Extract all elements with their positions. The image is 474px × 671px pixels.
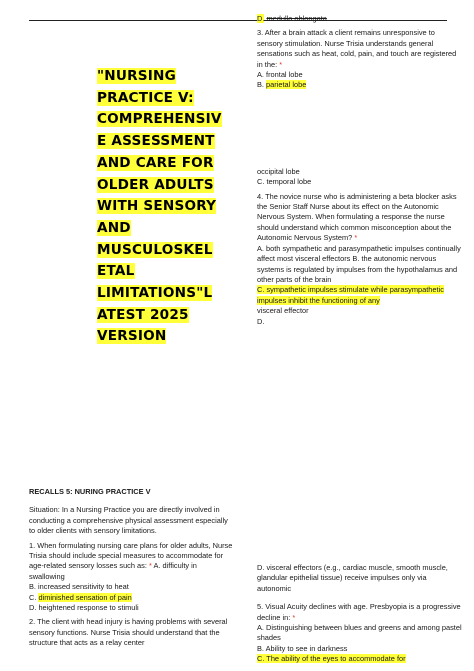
q1-option-c: C. diminished sensation of pain [29, 592, 132, 602]
q1-option-d: D. heightened response to stimuli [29, 603, 139, 613]
top-answer: D. medulla oblongata [257, 14, 327, 23]
question-5: 5. Visual Acuity declines with age. Presbyopia is a progressive decline in: * [257, 602, 461, 622]
question-2: 2. The client with head injury is having problems with several sensory functions. Nurse Trisia should understand that the structure that acts as a relay center [29, 617, 228, 648]
right-column [257, 14, 462, 327]
q4-option-d-continued: D. visceral effectors (e.g., cardiac muscle, smooth muscle, glandular epithelial tissue) receive impulses only via autonomic [257, 563, 448, 593]
question-1: 1. When formulating nursing care plans for older adults, Nurse Trisia should include special measures to accommodate for age-related sensory losses such as: * A. difficulty in swallowing [29, 540, 233, 581]
q3-option-b: B. parietal lobe [257, 80, 307, 90]
q3-option-c: occipital lobe [257, 166, 300, 176]
question-3: 3. After a brain attack a client remains unresponsive to sensory stimulation. Nurse Trisia understands general sensations such as heat, cold, pain, and touch are registered in the: * [257, 28, 457, 69]
question-4: 4. The novice nurse who is administering a beta blocker asks the Senior Staff Nurse about its effect on the Autonomic Nervous System. When formulating a response the nurse should understand which common misconception about the Autonomic Nervous System? * [257, 191, 457, 243]
right-bottom-column [257, 563, 462, 665]
situation-text: Situation: In a Nursing Practice you are directly involved in conducting a comprehensive physical assessment especially to older clients with sensory limitations. [29, 505, 228, 536]
section-heading: RECALLS 5: NURING PRACTICE V [29, 487, 151, 496]
left-bottom-column [29, 487, 234, 649]
q3-option-d: C. temporal lobe [257, 177, 312, 187]
q5-option-b: B. Ability to see in darkness [257, 643, 348, 653]
title-block [97, 66, 249, 348]
q4-option-a-b: A. both sympathetic and parasympathetic impulses continually affect most visceral effectors B. the autonomic nervous systems is regulated by impulses from the hypothalamus and other parts of the brain [257, 243, 461, 284]
q4-option-c: C. sympathetic impulses stimulate while parasympathetic impulses inhibit the functioning of any [257, 285, 444, 305]
q3-option-a: A. frontal lobe [257, 70, 303, 80]
q5-option-c: C. The ability of the eyes to accommodate for [257, 654, 406, 664]
q5-option-a: A. Distinguishing between blues and greens and among pastel shades [257, 623, 462, 643]
document-title: "NURSING PRACTICE V: COMPREHENSIV E ASSESSMENT AND CARE FOR OLDER ADULTS WITH SENSORY AND MUSCULOSKEL ETAL LIMITATIONS"L ATEST 2025 VERSION [97, 68, 222, 345]
q1-option-b: B. increased sensitivity to heat [29, 582, 129, 592]
q4-option-d: D. [257, 316, 265, 326]
q4-option-c-tail: visceral effector [257, 306, 309, 316]
